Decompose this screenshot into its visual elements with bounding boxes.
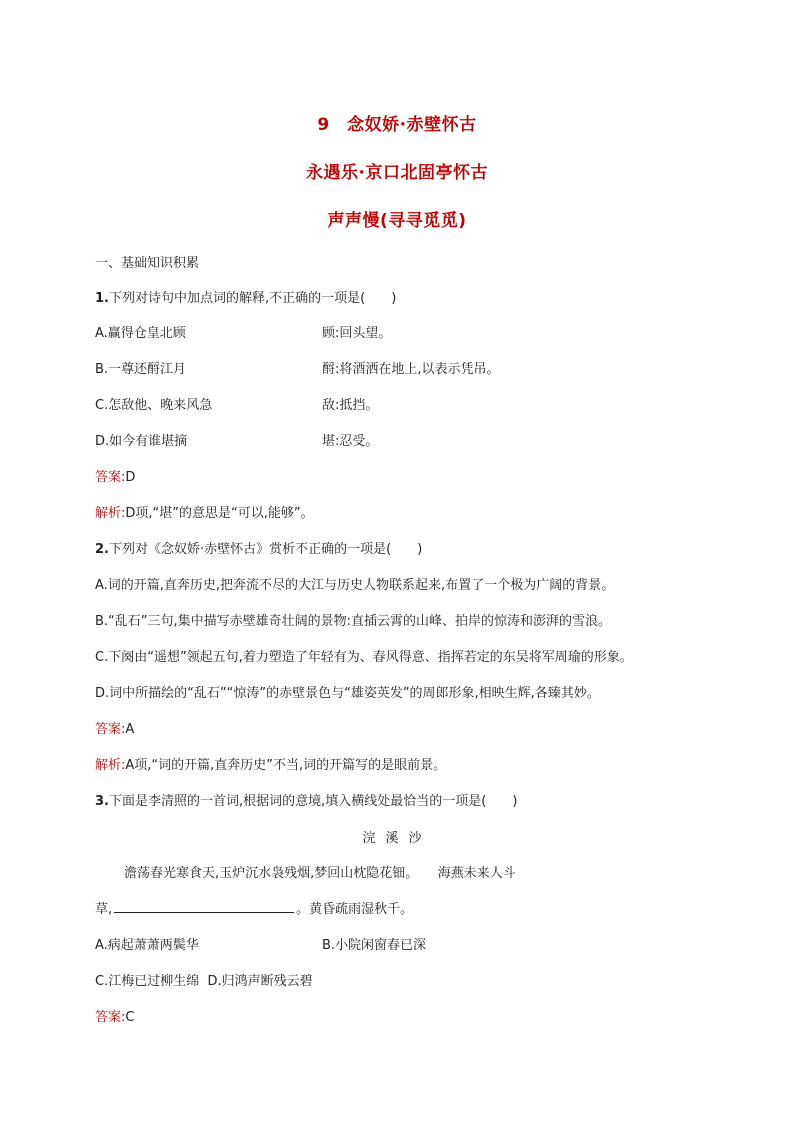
q3-answer-label: 答案:: [95, 1010, 126, 1025]
q2-stem: [95, 538, 422, 557]
q1-stem: [95, 287, 396, 306]
title-1: 9 念奴娇·赤壁怀古: [317, 115, 477, 135]
q2-answer: [95, 718, 134, 737]
q2-number: 2.: [95, 542, 109, 557]
q1-analysis: [95, 502, 314, 521]
q1-option-a-right: 顾:回头望。: [322, 326, 392, 341]
q3-stem-text: 下面是李清照的一首词,根据词的意境,填入横线处最恰当的一项是( ): [108, 794, 518, 809]
q3-option-a: A.病起萧萧两鬓华: [95, 938, 199, 953]
q3-poem-line-2: [95, 898, 413, 917]
q2-option-b: B.“乱石”三句,集中描写赤壁雄奇壮阔的景物:直插云霄的山峰、拍岸的惊涛和澎湃的雪浪。: [95, 614, 612, 629]
q3-options-c-d: [95, 970, 313, 989]
q3-number: 3.: [95, 794, 109, 809]
title-3: 声声慢(寻寻觅觅): [327, 211, 467, 231]
q2-answer-label: 答案:: [95, 722, 126, 737]
q2-option-a: A.词的开篇,直奔历史,把奔流不尽的大江与历史人物联系起来,布置了一个极为广阔的背景。: [95, 578, 615, 593]
q1-option-b-right: 酹:将酒洒在地上,以表示凭吊。: [322, 362, 500, 377]
q3-answer-value: C: [125, 1010, 135, 1025]
title-2: 永遇乐·京口北固亭怀古: [306, 163, 488, 183]
q3-poem-line-1: 澹荡春光寒食天,玉炉沉水袅残烟,梦回山枕隐花钿。 海燕未来人斗: [124, 866, 516, 881]
q1-number: 1.: [95, 291, 109, 306]
q1-option-c-right: 敌:抵挡。: [322, 398, 379, 413]
q1-option-d-left: D.如今有谁堪摘: [95, 434, 188, 449]
q1-stem-text: 下列对诗句中加点词的解释,不正确的一项是( ): [108, 291, 397, 306]
q1-answer: [95, 466, 135, 485]
q1-answer-value: D: [125, 470, 136, 485]
q1-answer-label: 答案:: [95, 470, 126, 485]
q1-option-c-left: C.怎敌他、晚来风急: [95, 398, 213, 413]
q1-option-a-left: A.赢得仓皇北顾: [95, 326, 186, 341]
q3-poem-line-2-start: 草,: [95, 902, 113, 917]
q1-option-b-left: B.一尊还酹江月: [95, 362, 187, 377]
q2-option-d: D.词中所描绘的“乱石”“惊涛”的赤壁景色与“雄姿英发”的周郎形象,相映生辉,各臻其妙。: [95, 686, 600, 701]
q3-stem: [95, 790, 517, 809]
q3-option-c: C.江梅已过柳生绵: [95, 974, 200, 989]
q3-poem-line-2-end: 。黄昏疏雨湿秋千。: [296, 902, 414, 917]
q3-option-b: B.小院闲窗春已深: [322, 938, 427, 953]
q1-option-d-right: 堪:忍受。: [322, 434, 379, 449]
q2-analysis-text: A项,“词的开篇,直奔历史”不当,词的开篇写的是眼前景。: [125, 758, 447, 773]
q3-option-d: D.归鸿声断残云碧: [207, 974, 313, 989]
q2-option-c: C.下阕由“遥想”领起五句,着力塑造了年轻有为、春风得意、指挥若定的东吴将军周瑜的形象。: [95, 650, 633, 665]
q2-analysis-label: 解析:: [95, 758, 126, 773]
q2-answer-value: A: [125, 722, 135, 737]
q1-analysis-label: 解析:: [95, 506, 126, 521]
fill-in-blank: [114, 901, 294, 913]
q3-poem-title: 浣溪沙: [362, 831, 432, 846]
section-heading: 一、基础知识积累: [95, 256, 200, 271]
q3-answer: [95, 1006, 134, 1025]
q1-analysis-text: D项,“堪”的意思是“可以,能够”。: [125, 506, 314, 521]
q2-stem-text: 下列对《念奴娇·赤壁怀古》赏析不正确的一项是( ): [108, 542, 423, 557]
q2-analysis: [95, 754, 446, 773]
